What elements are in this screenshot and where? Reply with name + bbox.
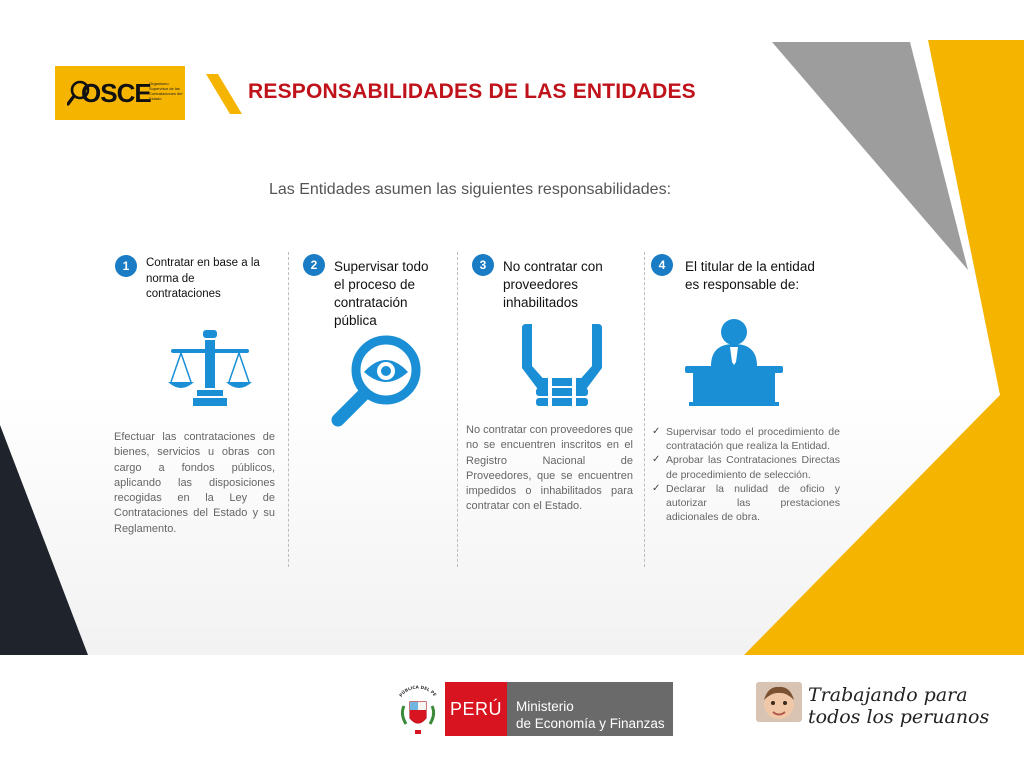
column-1-description: Efectuar las contrataciones de bienes, servicios u obras con cargo a fondos públicos, aplicando las disposiciones recogidas en la Ley de Contrataciones del Estado y su Reglamento. (114, 431, 275, 535)
step-number-badge: 2 (303, 254, 325, 276)
page-title: RESPONSABILIDADES DE LAS ENTIDADES (248, 80, 696, 103)
scales-icon (165, 328, 255, 410)
ministry-name-line2: de Economía y Finanzas (516, 716, 665, 731)
checkmark-icon: ✓ (652, 454, 661, 466)
titular-responsibilities-list (652, 425, 840, 524)
column-1-heading: Contratar en base a la norma de contrataciones (146, 257, 260, 300)
column-3-heading: No contratar con proveedores inhabilitados (503, 259, 603, 310)
step-number-badge: 4 (651, 254, 673, 276)
list-item: ✓ Declarar la nulidad de oficio y autorizar las prestaciones adicionales de obra. (652, 482, 840, 524)
column-divider (288, 252, 289, 567)
column-4-heading: El titular de la entidad es responsable de: (685, 259, 815, 292)
column-2-heading: Supervisar todo el proceso de contratación pública (334, 259, 429, 328)
subtitle: Las Entidades asumen las siguientes responsabilidades: (268, 181, 672, 198)
svg-text:REPÚBLICA DEL PERÚ: PÚBLICA DEL PE (398, 684, 438, 698)
column-divider (457, 252, 458, 567)
column-3-description: No contratar con proveedores que no se encuentren inscritos en el Registro Nacional de Proveedores, que se encuentren impedidos o inhabilitados para contratar con el Estado. (466, 424, 633, 513)
osce-logo (55, 66, 185, 120)
step-number-badge: 1 (115, 255, 137, 277)
slogan-line2: todos los peruanos (808, 706, 990, 728)
peru-coat-of-arms-icon (396, 684, 440, 736)
step-number-badge: 3 (472, 254, 494, 276)
list-item: ✓ Supervisar todo el procedimiento de contratación que realiza la Entidad. (652, 426, 840, 453)
title-slash-icon (204, 72, 244, 116)
baby-photo-icon (756, 682, 802, 722)
dark-stripe-shape (0, 425, 88, 655)
checkmark-icon: ✓ (652, 482, 661, 494)
column-divider (644, 252, 645, 567)
peru-text: PERÚ (449, 699, 502, 719)
logo-org-text: Organismo Supervisor de las Contrataciones del Estado (149, 81, 183, 101)
executive-desk-icon (685, 316, 783, 408)
logo-brand-text: OSCE (81, 78, 151, 108)
magnifier-eye-icon (326, 332, 426, 430)
ministry-name-line1: Ministerio (516, 699, 574, 714)
checkmark-icon: ✓ (652, 426, 661, 437)
list-item: ✓ Aprobar las Contrataciones Directas de procedimiento de selección. (652, 454, 840, 481)
slogan-line1: Trabajando para (808, 684, 968, 706)
bound-hands-icon (518, 322, 606, 416)
